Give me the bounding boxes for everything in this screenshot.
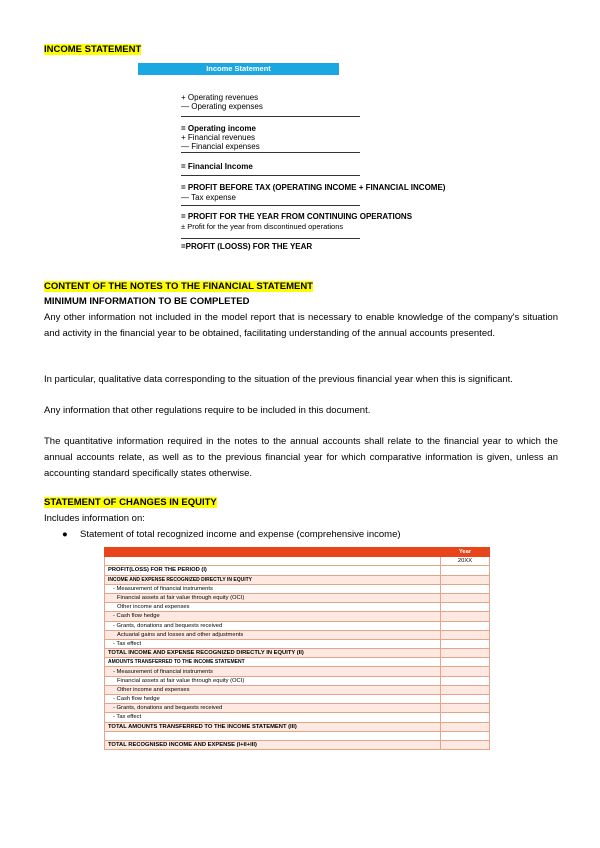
section-title-equity: STATEMENT OF CHANGES IN EQUITY bbox=[44, 497, 217, 508]
row-value bbox=[441, 621, 490, 630]
row-value bbox=[441, 639, 490, 648]
row-value bbox=[441, 649, 490, 658]
equity-table bbox=[104, 547, 490, 750]
row-value bbox=[441, 603, 490, 612]
is-line: = Financial Income bbox=[181, 162, 253, 171]
bullet-text: Statement of total recognized income and expense (comprehensive income) bbox=[80, 529, 401, 540]
row-label: TOTAL INCOME AND EXPENSE RECOGNIZED DIRECTLY IN EQUITY (II) bbox=[105, 649, 441, 658]
section-title-income-statement: INCOME STATEMENT bbox=[44, 44, 142, 55]
is-line: — Financial expenses bbox=[181, 142, 260, 151]
row-value bbox=[441, 695, 490, 704]
is-line: + Operating revenues bbox=[181, 93, 259, 102]
paragraph: In particular, qualitative data corresponding to the situation of the previous financial year when this is significant. bbox=[44, 374, 513, 385]
row-label: INCOME AND EXPENSE RECOGNIZED DIRECTLY IN EQUITY bbox=[105, 575, 441, 584]
intro-text: Includes information on: bbox=[44, 513, 145, 524]
header-label bbox=[105, 548, 441, 557]
row-label: PROFIT(LOSS) FOR THE PERIOD (I) bbox=[105, 566, 441, 575]
row-label: TOTAL AMOUNTS TRANSFERRED TO THE INCOME STATEMENT (III) bbox=[105, 722, 441, 731]
is-line: ± Profit for the year from discontinued operations bbox=[181, 222, 344, 231]
is-line: — Operating expenses bbox=[181, 102, 263, 111]
row-label: - Measurement of financial instruments bbox=[105, 667, 441, 676]
row-value bbox=[441, 658, 490, 667]
row-value bbox=[441, 593, 490, 602]
row-value bbox=[441, 685, 490, 694]
paragraph: Any information that other regulations require to be included in this document. bbox=[44, 405, 371, 416]
row-value bbox=[441, 667, 490, 676]
row-label bbox=[105, 557, 441, 566]
row-label: Financial assets at fair value through equity (OCI) bbox=[105, 676, 441, 685]
table-row bbox=[105, 557, 490, 566]
divider bbox=[181, 175, 360, 176]
paragraph: Any other information not included in the model report that is necessary to enable knowledge of the company's situation and activity in the financial year to be obtained, facilitating understanding of the annual accounts presented. bbox=[44, 312, 558, 339]
row-value bbox=[441, 713, 490, 722]
row-label: - Cash flow hedge bbox=[105, 612, 441, 621]
is-line: = Operating income bbox=[181, 124, 256, 133]
income-statement-header: Income Statement bbox=[138, 63, 339, 75]
row-label: Other income and expenses bbox=[105, 685, 441, 694]
row-value bbox=[441, 731, 490, 740]
row-label: AMOUNTS TRANSFERRED TO THE INCOME STATEMENT bbox=[105, 658, 441, 667]
paragraph: The quantitative information required in the notes to the annual accounts shall relate to the financial year to which the annual accounts relate, as well as to the previous financial year for which comparative information is given, unless an accounting standard specifically states otherwise. bbox=[44, 436, 558, 479]
year-header: Year bbox=[441, 548, 490, 557]
is-line: = PROFIT BEFORE TAX (OPERATING INCOME + FINANCIAL INCOME) bbox=[181, 183, 446, 192]
divider bbox=[181, 205, 360, 206]
row-label: TOTAL RECOGNISED INCOME AND EXPENSE (I+II+III) bbox=[105, 740, 441, 749]
is-line: = PROFIT FOR THE YEAR FROM CONTINUING OPERATIONS bbox=[181, 212, 413, 221]
row-value bbox=[441, 722, 490, 731]
is-line: — Tax expense bbox=[181, 193, 236, 202]
divider bbox=[181, 238, 360, 239]
row-label: - Cash flow hedge bbox=[105, 695, 441, 704]
row-value bbox=[441, 612, 490, 621]
row-value bbox=[441, 630, 490, 639]
row-label: - Grants, donations and bequests received bbox=[105, 621, 441, 630]
section-title-notes: CONTENT OF THE NOTES TO THE FINANCIAL STATEMENT bbox=[44, 281, 313, 292]
row-label: Financial assets at fair value through equity (OCI) bbox=[105, 593, 441, 602]
is-line: + Financial revenues bbox=[181, 133, 256, 142]
row-label: - Tax effect bbox=[105, 639, 441, 648]
table-header-row bbox=[105, 548, 490, 557]
row-value bbox=[441, 584, 490, 593]
row-value bbox=[441, 575, 490, 584]
subtitle-minimum-info: MINIMUM INFORMATION TO BE COMPLETED bbox=[44, 296, 250, 307]
row-value bbox=[441, 740, 490, 749]
row-label: - Measurement of financial instruments bbox=[105, 584, 441, 593]
row-value bbox=[441, 704, 490, 713]
divider bbox=[181, 152, 360, 153]
row-label: - Grants, donations and bequests received bbox=[105, 704, 441, 713]
row-label: Actuarial gains and losses and other adjustments bbox=[105, 630, 441, 639]
is-line: =PROFIT (LOOSS) FOR THE YEAR bbox=[181, 242, 313, 251]
year-value: 20XX bbox=[441, 557, 490, 566]
row-label bbox=[105, 731, 441, 740]
divider bbox=[181, 116, 360, 117]
row-value bbox=[441, 566, 490, 575]
row-value bbox=[441, 676, 490, 685]
row-label: - Tax effect bbox=[105, 713, 441, 722]
bullet-icon: ● bbox=[62, 529, 68, 540]
row-label: Other income and expenses bbox=[105, 603, 441, 612]
